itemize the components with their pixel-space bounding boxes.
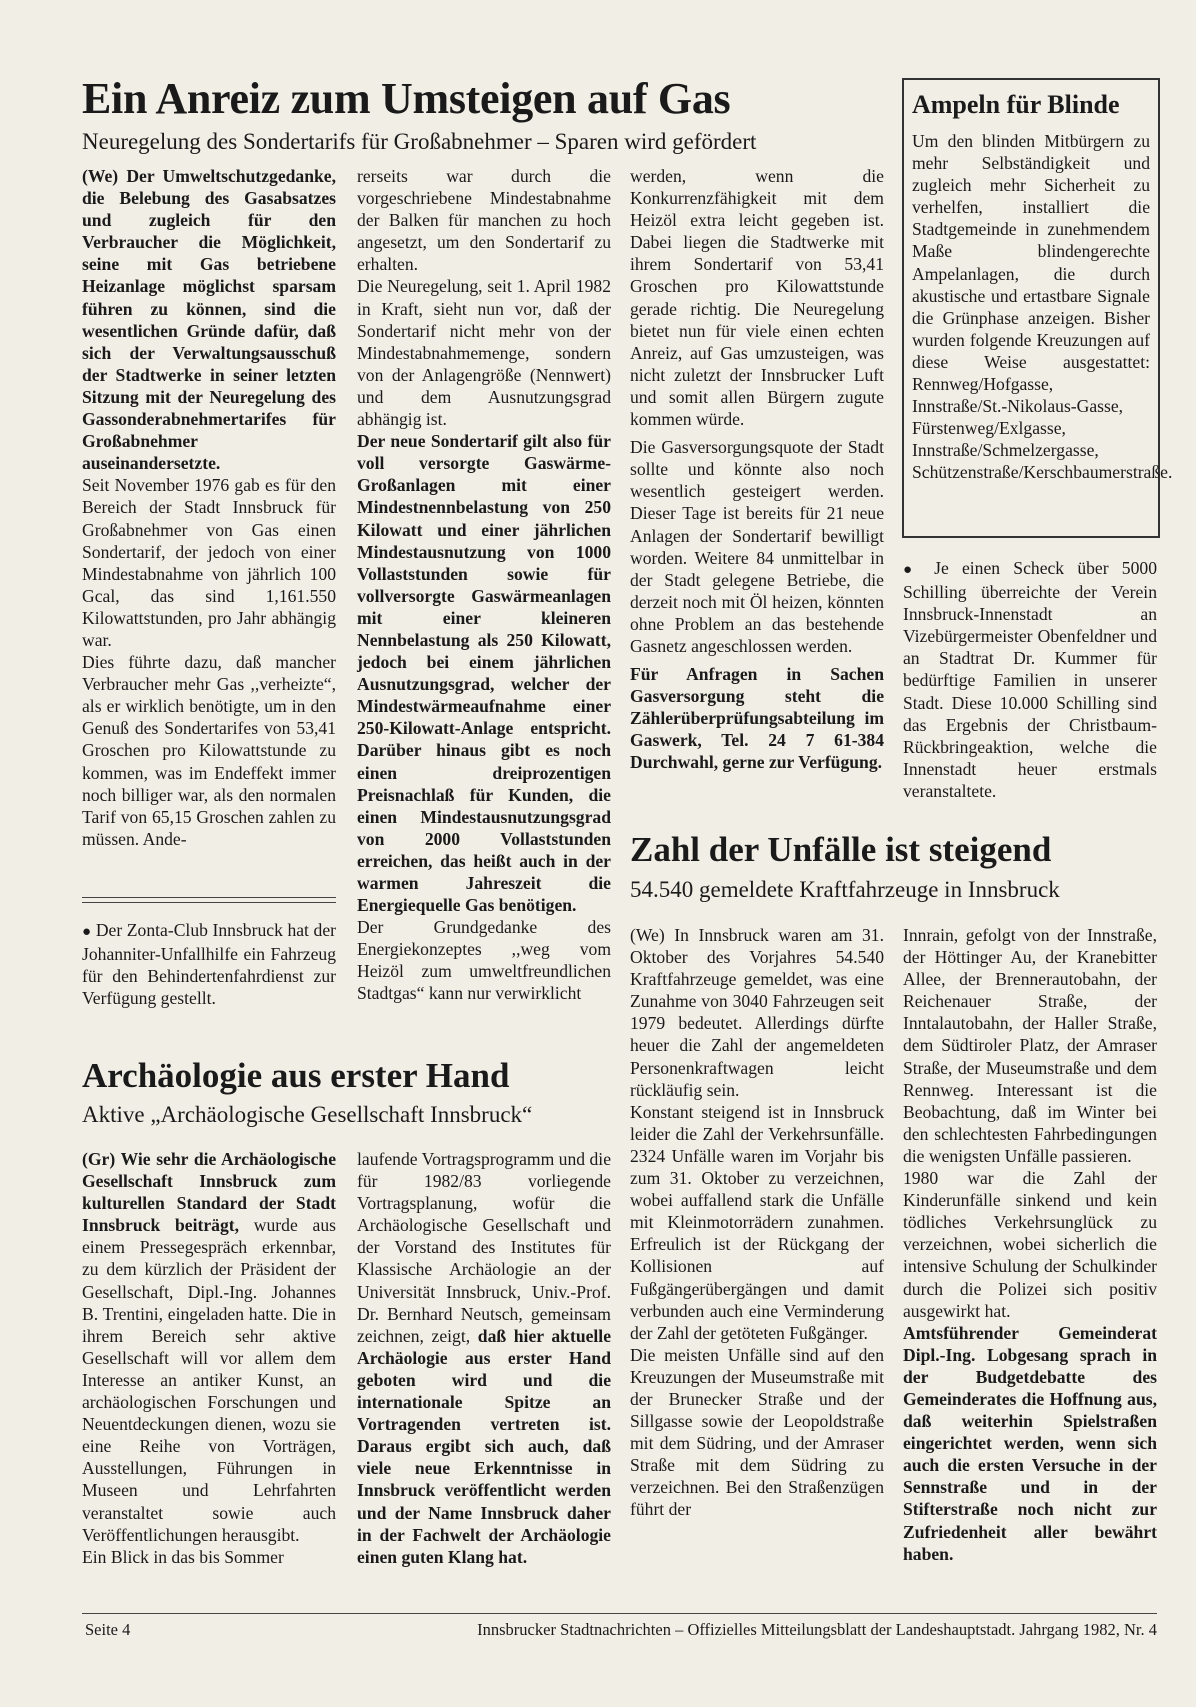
main-contact-paragraph: Für Anfragen in Sachen Gasversorgung steht die Zählerüberprüfungsabteilung im Gaswerk, Tel. 24 7 61-384 Durchwahl, gerne zur Verfügung. (630, 664, 884, 773)
main-headline: Ein Anreiz zum Umsteigen auf Gas (82, 74, 731, 123)
archaeology-subheadline: Aktive „Archäologische Gesellschaft Innsbruck“ (82, 1102, 533, 1127)
main-paragraph: Der Grundgedanke des Energiekonzeptes ,,weg vom Heizöl zum umweltfreundlichen Stadtgas“ kann nur verwirklicht (357, 917, 611, 1004)
accidents-paragraph: Konstant steigend ist in Innsbruck leider die Zahl der Verkehrsunfälle. 2324 Unfälle waren im Vorjahr bis zum 31. Oktober zu verzeichnen, wobei auffallend stark die Unfälle mit Kleinmotorrädern zunahmen. Erfreulich ist der Rückgang der Kollisionen auf Fußgängerübergängen und damit verbunden auch eine Verminderung der Zahl der getöteten Fußgänger. (630, 1101, 884, 1343)
footer-page-number: Seite 4 (85, 1620, 131, 1639)
archaeology-column-1 (82, 1148, 336, 1568)
box-title: Ampeln für Blinde (912, 90, 1120, 119)
main-paragraph: rerseits war durch die vorgeschriebene Mindestabnahme der Balken für manchen zu hoch angesetzt, um den Sondertarif zu erhalten. (357, 166, 611, 275)
bullet-icon: ● (82, 924, 92, 940)
zonta-note-text: Der Zonta-Club Innsbruck hat der Johanniter-Unfallhilfe ein Fahrzeug für den Behindertenfahrdienst zur Verfügung gestellt. (82, 920, 336, 1009)
main-paragraph-bold: Der neue Sondertarif gilt also für voll versorgte Gaswärme-Großanlagen mit einer Mindestnennbelastung von 250 Kilowatt und einer jährlichen Mindestausnutzung von 1000 Vollaststunden sowie für vollversorgte Gaswärmeanlagen mit einer kleineren Nennbelastung als 250 Kilowatt, jedoch bei einem jährlichen Ausnutzungsgrad, welcher der Mindestwärmeaufnahme einer 250-Kilowatt-Anlage entspricht. Darüber hinaus gibt es noch einen dreiprozentigen Preisnachlaß für Kunden, die einen Mindestausnutzungsgrad von 2000 Vollaststunden erreichen, das heißt auch in der warmen Jahreszeit die Energiequelle Gas benötigen. (357, 431, 611, 916)
box-text: Um den blinden Mitbürgern zu mehr Selbständigkeit und zugleich mehr Sicherheit zu verhelfen, installiert die Stadtgemeinde in zunehmendem Maße blindengerechte Ampelanlagen, die durch akustische und ertastbare Signale die Grünphase anzeigen. Bisher wurden folgende Kreuzungen auf diese Weise ausgestattet: Rennweg/Hofgasse, Innstraße/St.-Nikolaus-Gasse, Fürstenweg/Exlgasse, Innstraße/Schmelzergasse, Schützenstraße/Kerschbaumerstraße. (912, 131, 1173, 483)
accidents-bold-paragraph: Amtsführender Gemeinderat Dipl.-Ing. Lobgesang sprach in der Budgetdebatte des Gemeinderates die Hoffnung aus, daß weiterhin Spielstraßen eingerichtet werden, wenn sich auch die ersten Versuche in der Sennstraße und in der Stifterstraße noch nicht zur Zufriedenheit aller bewährt haben. (903, 1322, 1157, 1564)
bullet-icon: ● (903, 562, 921, 578)
blind-traffic-lights-box (902, 78, 1173, 538)
archaeology-paragraph (82, 1148, 336, 1546)
footer-publication: Innsbrucker Stadtnachrichten – Offizielles Mitteilungsblatt der Landeshauptstadt. Jahrgang 1982, Nr. 4 (477, 1620, 1157, 1639)
main-paragraph: Dies führte dazu, daß mancher Verbraucher mehr Gas ,,verheizte“, als er wirklich benötigte, um in den Genuß des Sondertarifes von 53,41 Groschen pro Kilowattstunde zu kommen, was im Endeffekt immer noch billiger war, als den normalen Tarif von 65,15 Groschen zahlen zu müssen. Ande- (82, 652, 336, 849)
archaeology-paragraph: Ein Blick in das bis Sommer (82, 1546, 284, 1567)
main-lead-paragraph: (We) Der Umweltschutzgedanke, die Belebung des Gasabsatzes und zugleich für den Verbraucher die Möglichkeit, seine mit Gas betriebene Heizanlage möglichst sparsam führen zu können, sind die wesentlichen Gründe dafür, daß sich der Verwaltungsausschuß der Stadtwerke in seiner letzten Sitzung mit der Neuregelung des Gassonderabnehmertarifes für Großabnehmer auseinandersetzte. (82, 166, 336, 474)
accidents-paragraph: Innrain, gefolgt von der Innstraße, der Höttinger Au, der Kranebitter Allee, der Brennerautobahn, der Reichenauer Straße, der Inntalautobahn, der Haller Straße, dem Südtiroler Platz, der Amraser Straße, der Museumstraße und dem Rennweg. Interessant ist die Beobachtung, daß im Winter bei den schlechtesten Fahrbedingungen die wenigsten Unfälle passieren. (903, 925, 1157, 1166)
archaeology-lead: (Gr) Wie sehr die Archäologische Gesellschaft Innsbruck zum kulturellen Standard der Stadt Innsbruck beiträgt, (82, 1149, 336, 1236)
separator-line (82, 902, 336, 903)
footer-rule (82, 1613, 1157, 1614)
accidents-column-1 (630, 924, 884, 1521)
cheque-note (903, 557, 1157, 802)
zonta-note (82, 919, 336, 1009)
main-subheadline: Neuregelung des Sondertarifs für Großabnehmer – Sparen wird gefördert (82, 129, 757, 154)
accidents-paragraph: (We) In Innsbruck waren am 31. Oktober des Vorjahres 54.540 Kraftfahrzeuge gemeldet, was eine Zunahme von 3040 Fahrzeugen seit 1979 bedeutet. Allerdings dürfte heuer die Zahl der angemeldeten Personenkraftwagen leicht rückläufig sein. (630, 925, 884, 1100)
accidents-headline: Zahl der Unfälle ist steigend (630, 830, 1052, 869)
archaeology-bold-text: daß hier aktuelle Archäologie aus erster Hand geboten wird und die internationale Spitze an Vortragenden vertreten ist. Daraus ergibt sich auch, daß viele neue Erkenntnisse in Innsbruck veröffentlicht werden und der Name Innsbruck daher in der Fachwelt der Archäologie einen guten Klang hat. (357, 1325, 611, 1567)
archaeology-text: wurde aus einem Pressegespräch erkennbar, zu dem kürzlich der Präsident der Gesellschaft, Dipl.-Ing. Johannes B. Trentini, eingeladen hatte. Die in ihrem Bereich sehr aktive Gesellschaft will vor allem dem Interesse an antiker Kunst, an archäologischen Forschungen und Neuentdeckungen dienen, wozu sie eine Reihe von Vorträgen, Ausstellungen, Führungen in Museen und Lehrfahrten veranstaltet sowie auch Veröffentlichungen herausgibt. (82, 1215, 336, 1545)
main-paragraph: Die Neuregelung, seit 1. April 1982 in Kraft, sieht nun vor, daß der Sondertarif nicht mehr von der Mindestabnahmemenge, sondern von der Anlagengröße (Nennwert) und dem Ausnutzungsgrad abhängig ist. (357, 276, 611, 430)
archaeology-text: laufende Vortragsprogramm und die für 1982/83 vorliegende Vortragsplanung, wofür die Archäologische Gesellschaft und der Vorstand des Institutes für Klassische Archäologie an der Universität Innsbruck, Univ.-Prof. Dr. Bernhard Neutsch, gemeinsam zeichnen, zeigt, (357, 1149, 611, 1346)
cheque-note-text: Je einen Scheck über 5000 Schilling überreichte der Verein Innsbruck-Innenstadt an Vizebürgermeister Obenfeldner und an Stadtrat Dr. Kummer für bedürftige Familien in unserer Stadt. Diese 10.000 Schilling sind das Ergebnis der Christbaum-Rückbringeaktion, welche die Innenstadt heuer erstmals veranstaltete. (903, 558, 1157, 801)
main-paragraph: Seit November 1976 gab es für den Bereich der Stadt Innsbruck für Großabnehmer von Gas einen Sondertarif, der jedoch von einer Mindestabnahme von jährlich 100 Gcal, das sind 1,161.550 Kilowattstunden, pro Jahr abhängig war. (82, 475, 336, 650)
accidents-subheadline: 54.540 gemeldete Kraftfahrzeuge in Innsbruck (630, 877, 1060, 902)
main-paragraph: werden, wenn die Konkurrenzfähigkeit mit dem Heizöl extra leicht gegeben ist. Dabei liegen die Stadtwerke mit ihrem Sondertarif von 53,41 Groschen pro Kilowattstunde gerade richtig. Die Neuregelung bietet nun für viele einen echten Anreiz, auf Gas umzusteigen, was nicht zuletzt der Innsbrucker Luft und somit allen Bürgern zugute kommen würde. (630, 166, 884, 430)
separator-line (82, 897, 336, 898)
accidents-paragraph: 1980 war die Zahl der Kinderunfälle sinkend und kein tödliches Verkehrsunglück zu verzeichnen, wobei sicherlich die intensive Schulung der Schulkinder durch die Polizei sich positiv ausgewirkt hat. (903, 1168, 1157, 1321)
main-paragraph: Die Gasversorgungsquote der Stadt sollte und könnte also noch wesentlich gesteigert werden. Dieser Tage ist bereits für 21 neue Anlagen der Sondertarif bewilligt worden. Weitere 84 unmittelbar in der Stadt gelegene Betriebe, die derzeit noch mit Öl heizen, könnten ohne Problem an das bestehende Gasnetz angeschlossen werden. (630, 437, 884, 656)
archaeology-paragraph (357, 1148, 611, 1568)
main-article-column-2 (357, 165, 611, 1005)
accidents-column-2 (903, 924, 1157, 1565)
archaeology-column-2 (357, 1148, 611, 1568)
archaeology-headline: Archäologie aus erster Hand (82, 1056, 510, 1095)
main-article-column-3 (630, 165, 884, 774)
accidents-paragraph: Die meisten Unfälle sind auf den Kreuzungen der Museumstraße mit der Brunecker Straße und der Sillgasse sowie der Leopoldstraße mit dem Südring, und der Amraser Straße mit dem Südring zu verzeichnen. Bei den Straßenzügen führt der (630, 1344, 884, 1520)
main-article-column-1 (82, 165, 336, 850)
